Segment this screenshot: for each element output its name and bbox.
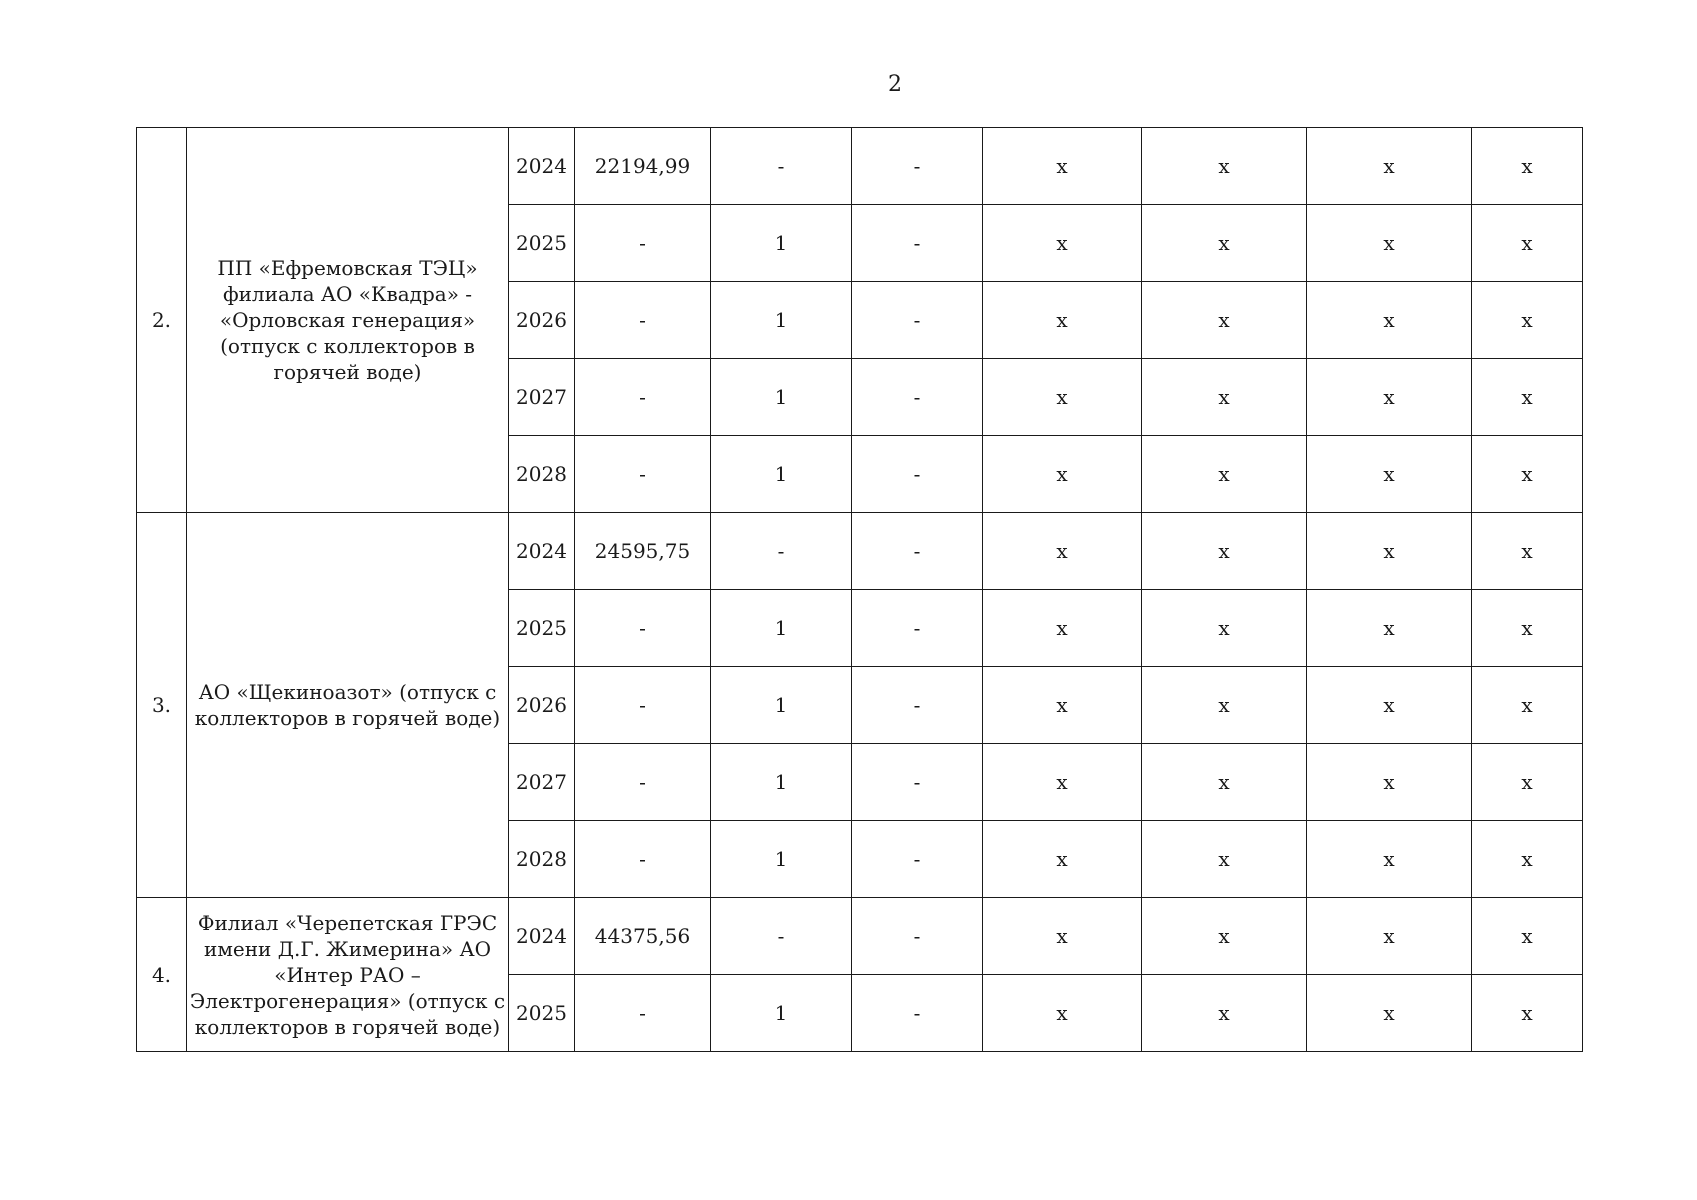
value-cell: x <box>1472 975 1583 1052</box>
value-cell: x <box>983 744 1142 821</box>
year-cell: 2025 <box>509 590 575 667</box>
value-cell: x <box>983 975 1142 1052</box>
value-cell: - <box>711 898 852 975</box>
value-cell: - <box>852 436 983 513</box>
value-cell: - <box>575 975 711 1052</box>
value-cell: x <box>1472 590 1583 667</box>
value-cell: x <box>983 205 1142 282</box>
organization-name: Филиал «Черепетская ГРЭС имени Д.Г. Жимерина» АО «Интер РАО – Электрогенерация» (отпуск с коллекторов в горячей воде) <box>187 898 509 1052</box>
value-cell: - <box>852 744 983 821</box>
row-number: 2. <box>137 128 187 513</box>
year-cell: 2026 <box>509 667 575 744</box>
value-cell: x <box>1307 513 1472 590</box>
value-cell: x <box>1307 744 1472 821</box>
value-cell: x <box>1307 590 1472 667</box>
value-cell: - <box>575 744 711 821</box>
value-cell: x <box>1307 898 1472 975</box>
value-cell: - <box>852 975 983 1052</box>
year-cell: 2025 <box>509 975 575 1052</box>
value-cell: - <box>711 513 852 590</box>
value-cell: x <box>1142 205 1307 282</box>
value-cell: x <box>1307 821 1472 898</box>
table-row <box>137 898 1583 975</box>
value-cell: - <box>852 513 983 590</box>
tariff-table <box>136 127 1583 1052</box>
value-cell: x <box>983 667 1142 744</box>
organization-name: ПП «Ефремовская ТЭЦ» филиала АО «Квадра» - «Орловская генерация» (отпуск с коллекторов в горячей воде) <box>187 128 509 513</box>
page-number: 2 <box>888 72 902 97</box>
value-cell: 24595,75 <box>575 513 711 590</box>
value-cell: - <box>575 590 711 667</box>
year-cell: 2027 <box>509 744 575 821</box>
value-cell: 1 <box>711 205 852 282</box>
year-cell: 2028 <box>509 821 575 898</box>
value-cell: - <box>852 282 983 359</box>
value-cell: x <box>1307 359 1472 436</box>
value-cell: - <box>575 359 711 436</box>
value-cell: - <box>575 821 711 898</box>
value-cell: x <box>1307 205 1472 282</box>
value-cell: 1 <box>711 744 852 821</box>
year-cell: 2025 <box>509 205 575 282</box>
table-row <box>137 128 1583 205</box>
value-cell: x <box>1307 667 1472 744</box>
value-cell: - <box>852 667 983 744</box>
value-cell: - <box>575 436 711 513</box>
value-cell: - <box>852 590 983 667</box>
value-cell: x <box>1472 436 1583 513</box>
year-cell: 2027 <box>509 359 575 436</box>
value-cell: x <box>1307 282 1472 359</box>
value-cell: x <box>1472 282 1583 359</box>
value-cell: x <box>983 128 1142 205</box>
value-cell: - <box>575 205 711 282</box>
value-cell: x <box>1142 744 1307 821</box>
value-cell: x <box>1307 975 1472 1052</box>
value-cell: 1 <box>711 359 852 436</box>
year-cell: 2028 <box>509 436 575 513</box>
value-cell: - <box>575 667 711 744</box>
value-cell: x <box>1142 975 1307 1052</box>
value-cell: x <box>1142 128 1307 205</box>
value-cell: x <box>1472 205 1583 282</box>
value-cell: - <box>852 898 983 975</box>
value-cell: x <box>983 359 1142 436</box>
value-cell: x <box>1472 821 1583 898</box>
value-cell: x <box>1142 359 1307 436</box>
value-cell: x <box>1307 436 1472 513</box>
value-cell: x <box>1472 898 1583 975</box>
value-cell: - <box>852 821 983 898</box>
value-cell: x <box>1142 667 1307 744</box>
row-number: 3. <box>137 513 187 898</box>
value-cell: x <box>1142 282 1307 359</box>
value-cell: x <box>1472 359 1583 436</box>
value-cell: - <box>575 282 711 359</box>
value-cell: x <box>983 282 1142 359</box>
year-cell: 2024 <box>509 513 575 590</box>
value-cell: 1 <box>711 436 852 513</box>
value-cell: 44375,56 <box>575 898 711 975</box>
value-cell: 1 <box>711 282 852 359</box>
value-cell: x <box>1472 667 1583 744</box>
value-cell: x <box>983 898 1142 975</box>
value-cell: x <box>1142 821 1307 898</box>
value-cell: x <box>983 590 1142 667</box>
value-cell: 22194,99 <box>575 128 711 205</box>
value-cell: x <box>983 821 1142 898</box>
value-cell: 1 <box>711 667 852 744</box>
value-cell: x <box>1307 128 1472 205</box>
value-cell: - <box>852 128 983 205</box>
value-cell: - <box>852 359 983 436</box>
value-cell: 1 <box>711 590 852 667</box>
value-cell: 1 <box>711 975 852 1052</box>
value-cell: x <box>1142 436 1307 513</box>
value-cell: x <box>1472 513 1583 590</box>
value-cell: x <box>1142 898 1307 975</box>
value-cell: - <box>711 128 852 205</box>
value-cell: x <box>983 513 1142 590</box>
value-cell: 1 <box>711 821 852 898</box>
year-cell: 2024 <box>509 898 575 975</box>
value-cell: x <box>983 436 1142 513</box>
value-cell: x <box>1142 590 1307 667</box>
value-cell: - <box>852 205 983 282</box>
value-cell: x <box>1472 128 1583 205</box>
value-cell: x <box>1472 744 1583 821</box>
year-cell: 2024 <box>509 128 575 205</box>
table-row <box>137 513 1583 590</box>
value-cell: x <box>1142 513 1307 590</box>
organization-name: АО «Щекиноазот» (отпуск с коллекторов в горячей воде) <box>187 513 509 898</box>
year-cell: 2026 <box>509 282 575 359</box>
row-number: 4. <box>137 898 187 1052</box>
